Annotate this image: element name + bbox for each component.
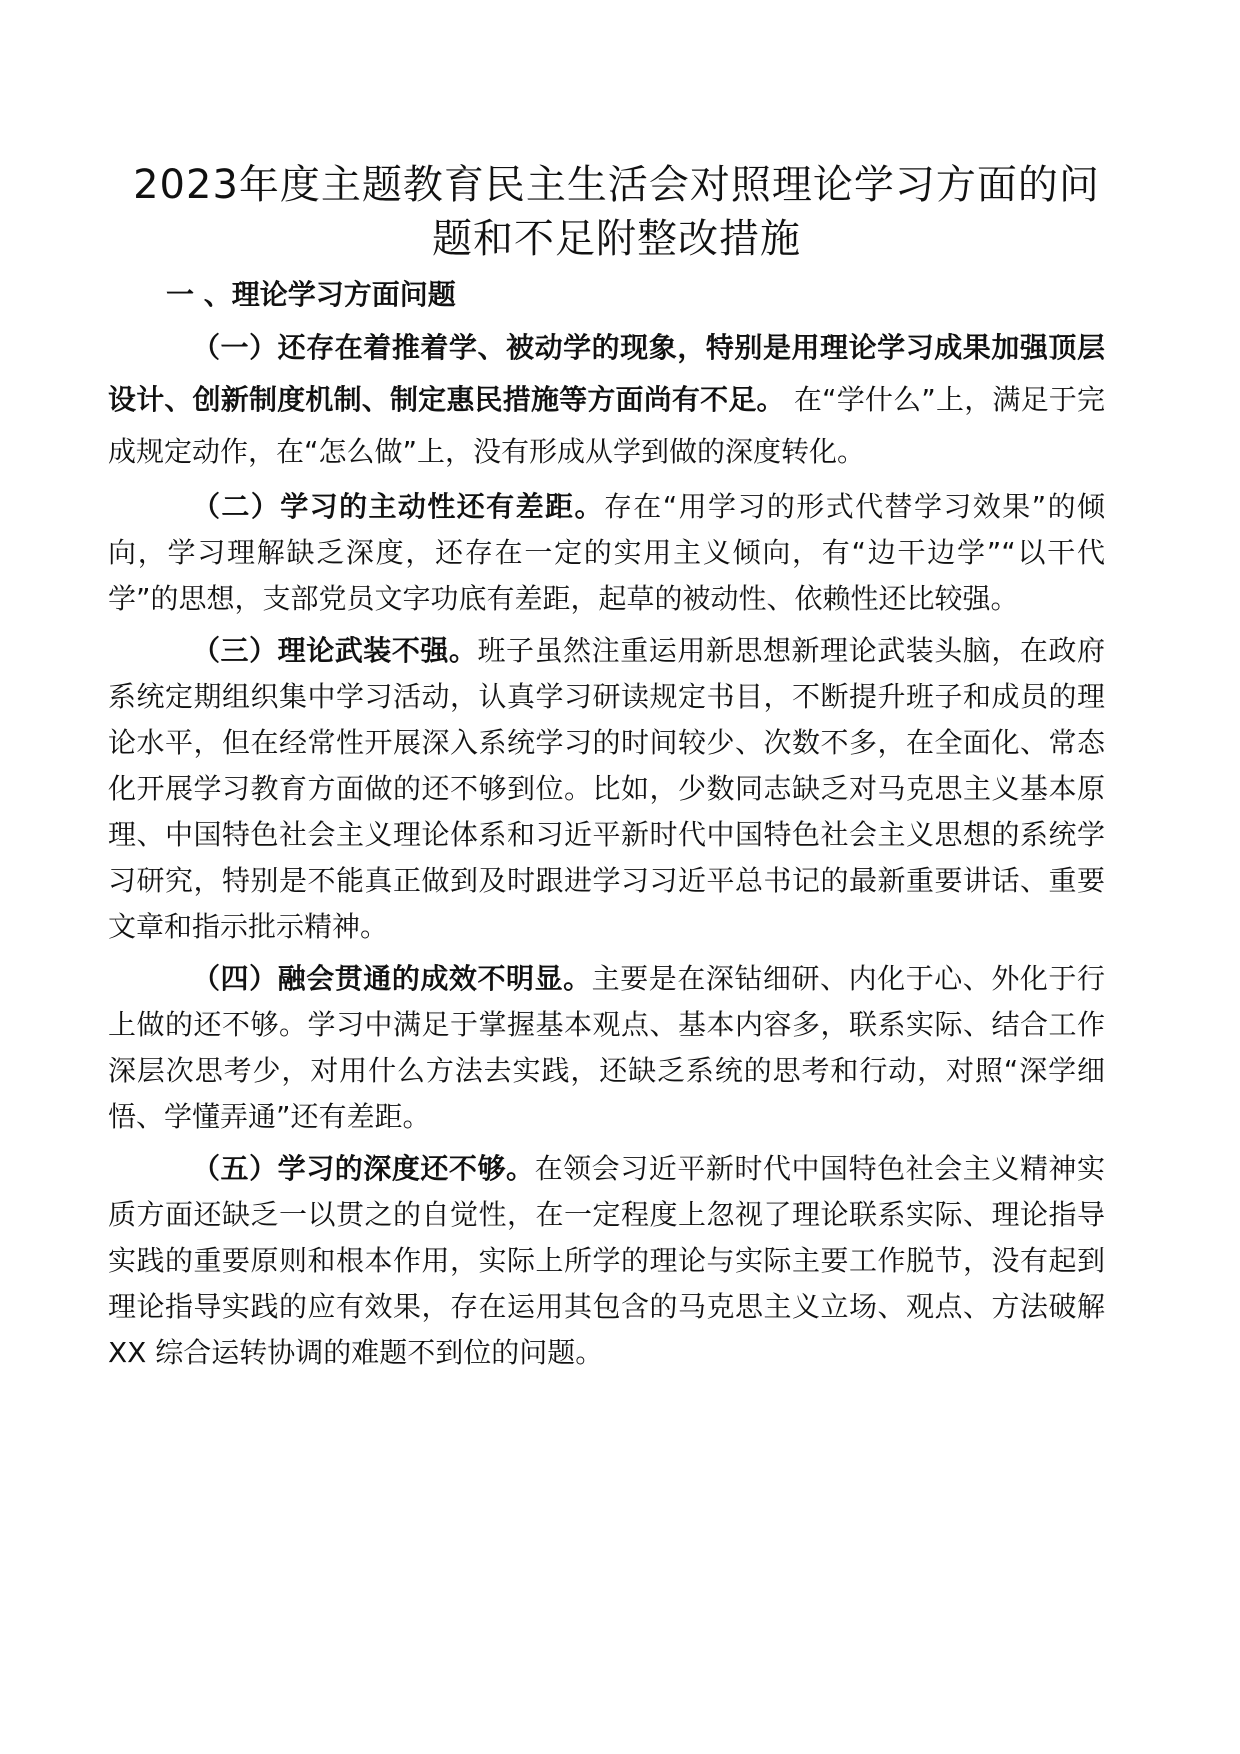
paragraph-2	[108, 484, 1105, 622]
paragraph-3-lead: （三）理论武装不强。	[192, 634, 478, 667]
paragraph-1	[108, 322, 1105, 478]
paragraph-2-body: 存在“用学习的形式代替学习效果”的倾向，学习理解缺乏深度，还存在一定的实用主义倾向，有“边干边学”“以干代学”的思想，支部党员文字功底有差距，起草的被动性、依赖性还比较强。	[108, 490, 1105, 615]
paragraph-2-lead: （二）学习的主动性还有差距。	[192, 490, 604, 523]
paragraph-5-lead: （五）学习的深度还不够。	[192, 1152, 535, 1185]
paragraph-4-body: 主要是在深钻细研、内化于心、外化于行上做的还不够。学习中满足于掌握基本观点、基本内容多，联系实际、结合工作深层次思考少，对用什么方法去实践，还缺乏系统的思考和行动，对照“深学细悟、学懂弄通”还有差距。	[108, 962, 1105, 1133]
paragraph-3-body: 班子虽然注重运用新思想新理论武装头脑，在政府系统定期组织集中学习活动，认真学习研读规定书目，不断提升班子和成员的理论水平，但在经常性开展深入系统学习的时间较少、次数不多，在全面化、常态化开展学习教育方面做的还不够到位。比如，少数同志缺乏对马克思主义基本原理、中国特色社会主义理论体系和习近平新时代中国特色社会主义思想的系统学习研究，特别是不能真正做到及时跟进学习习近平总书记的最新重要讲话、重要文章和指示批示精神。	[108, 634, 1105, 943]
paragraph-1-body: 在“学什么”上，满足于完成规定动作，在“怎么做”上，没有形成从学到做的深度转化。	[108, 383, 1105, 468]
paragraph-5-body: 在领会习近平新时代中国特色社会主义精神实质方面还缺乏一以贯之的自觉性，在一定程度上忽视了理论联系实际、理论指导实践的重要原则和根本作用，实际上所学的理论与实际主要工作脱节，没有起到理论指导实践的应有效果，存在运用其包含的马克思主义立场、观点、方法破解XX 综合运转协调的难题不到位的问题。	[108, 1152, 1105, 1369]
paragraph-5	[108, 1146, 1105, 1376]
paragraph-3	[108, 628, 1105, 950]
paragraph-4-lead: （四）融会贯通的成效不明显。	[192, 962, 592, 995]
paragraph-4	[108, 956, 1105, 1140]
section-heading: 一 、理论学习方面问题	[166, 278, 456, 311]
paragraph-1-lead: （一）还存在着推着学、被动学的现象，特别是用理论学习成果加强顶层设计、创新制度机制、制定惠民措施等方面尚有不足。	[108, 331, 1105, 416]
document-title: 2023年度主题教育民主生活会对照理论学习方面的问题和不足附整改措施	[133, 162, 1100, 262]
